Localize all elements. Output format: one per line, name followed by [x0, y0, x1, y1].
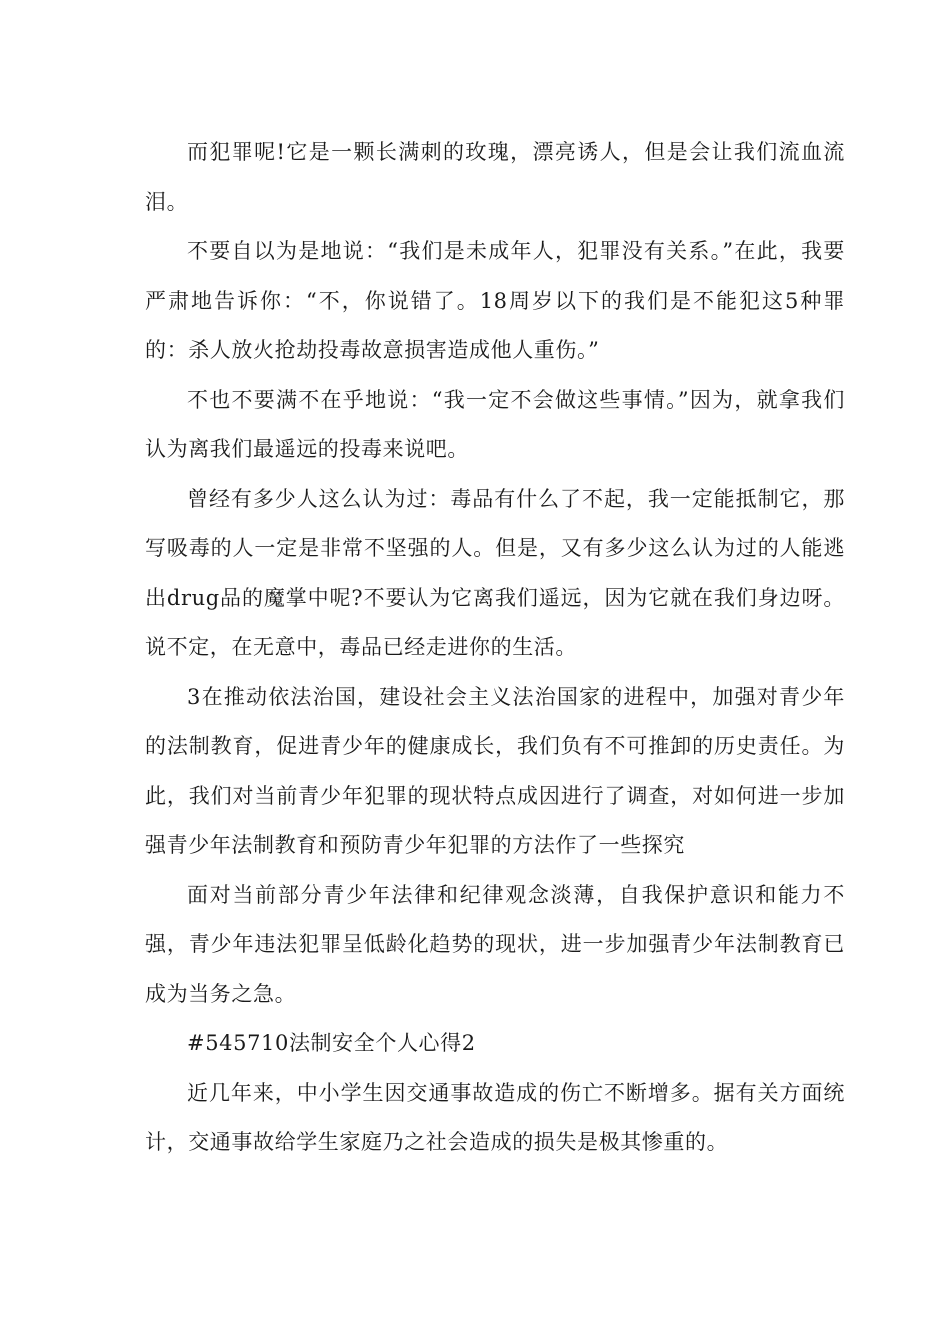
- paragraph-rule-of-law: 3在推动依法治国，建设社会主义法治国家的进程中，加强对青少年的法制教育，促进青少年的健康成长，我们负有不可推卸的历史责任。为此，我们对当前青少年犯罪的现状特点成因进行了调查，对如何进一步加强青少年法制教育和预防青少年犯罪的方法作了一些探究: [145, 684, 845, 857]
- paragraph-urgency: 面对当前部分青少年法律和纪律观念淡薄，自我保护意识和能力不强，青少年违法犯罪呈低龄化趋势的现状，进一步加强青少年法制教育已成为当务之急。: [145, 882, 845, 1006]
- paragraph-traffic-accidents: 近几年来，中小学生因交通事故造成的伤亡不断增多。据有关方面统计，交通事故给学生家庭乃之社会造成的损失是极其惨重的。: [145, 1080, 845, 1154]
- section-heading: #545710法制安全个人心得2: [187, 1031, 476, 1055]
- paragraph-drugs: 曾经有多少人这么认为过：毒品有什么了不起，我一定能抵制它，那写吸毒的人一定是非常不坚强的人。但是，又有多少这么认为过的人能逃出drug品的魔掌中呢?不要认为它离我们遥远，因为它就在我们身边呀。说不定，在无意中，毒品已经走进你的生活。: [145, 486, 845, 659]
- document-body: [145, 128, 845, 1168]
- paragraph-minor-crimes: 不要自以为是地说：“我们是未成年人，犯罪没有关系。”在此，我要严肃地告诉你：“不，你说错了。18周岁以下的我们是不能犯这5种罪的：杀人放火抢劫投毒故意损害造成他人重伤。”: [145, 239, 845, 362]
- paragraph-rose-metaphor: 而犯罪呢!它是一颗长满刺的玫瑰，漂亮诱人，但是会让我们流血流泪。: [145, 140, 845, 214]
- paragraph-dont-be-careless: 不也不要满不在乎地说：“我一定不会做这些事情。”因为，就拿我们认为离我们最遥远的投毒来说吧。: [145, 387, 845, 461]
